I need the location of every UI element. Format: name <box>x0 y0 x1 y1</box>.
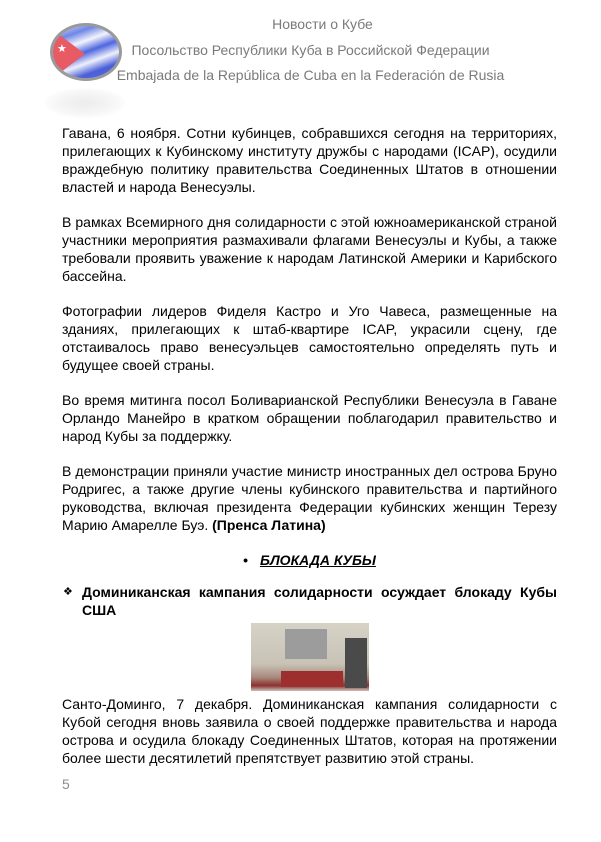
section-heading <box>62 551 557 569</box>
diamond-bullet-icon: ❖ <box>63 586 73 598</box>
article1-paragraph-2: В рамках Всемирного дня солидарности с этой южноамериканской страной участники мероприятия размахивали флагами Венесуэлы и Кубы, а также требовали проявить уважение к народам Латинской Америки и Карибского бассейна. <box>62 214 557 284</box>
article1-source: (Пренса Латина) <box>212 517 326 533</box>
bullet-icon: • <box>243 552 248 568</box>
header-embassy-es: Embajada de la República de Cuba en la Federación de Rusia <box>116 67 505 83</box>
article2-headline <box>46 583 557 619</box>
page-header <box>0 0 601 110</box>
header-embassy-ru: Посольство Республики Куба в Российской Федерации <box>131 42 490 58</box>
section-title: БЛОКАДА КУБЫ <box>259 552 376 568</box>
article1-paragraph-3: Фотографии лидеров Фиделя Кастро и Уго Чавеса, размещенные на зданиях, прилегающих к штаб-квартире ICAP, украсили сцену, где отстаивалось право венесуэльцев самостоятельно определять путь и будущее своей страны. <box>62 303 557 373</box>
article2-paragraph: Санто-Доминго, 7 декабря. Доминиканская кампания солидарности с Кубой сегодня вновь заявила о своей поддержке правительства и народа острова и осудила блокаду Соединенных Штатов, которая на протяжении более шести десятилетий препятствует развитию этой страны. <box>62 696 557 766</box>
article1-paragraph-4: Во время митинга посол Боливарианской Республики Венесуэла в Гаване Орландо Манейро в кратком обращении поблагодарил правительство и народ Кубы за поддержку. <box>62 392 557 444</box>
photo-table <box>281 671 343 687</box>
article1-paragraph-5 <box>62 462 557 534</box>
article2-headline-text: Доминиканская кампания солидарности осуждает блокаду Кубы США <box>82 584 557 618</box>
flag-star-icon: ★ <box>57 43 67 55</box>
logo-shadow <box>45 88 125 118</box>
conference-photo <box>251 623 369 691</box>
article1-paragraph-5-text: В демонстрации приняли участие министр иностранных дел острова Бруно Родригес, а также другие члены кубинского правительства и партийного руководства, включая президента Федерации кубинских женщин Терезу Марию Амарелле Буэ. <box>62 463 557 533</box>
photo-poster <box>345 638 367 688</box>
article1-paragraph-1: Гавана, 6 ноября. Сотни кубинцев, собравшихся сегодня на территориях, прилегающих к Кубинскому институту дружбы с народами (ICAP), осудили враждебную политику правительства Соединенных Штатов в отношении властей и народа Венесуэлы. <box>62 125 557 195</box>
page-number: 5 <box>62 776 70 792</box>
document-body <box>62 124 557 784</box>
photo-screen <box>285 629 327 659</box>
header-title: Новости о Кубе <box>272 16 373 32</box>
